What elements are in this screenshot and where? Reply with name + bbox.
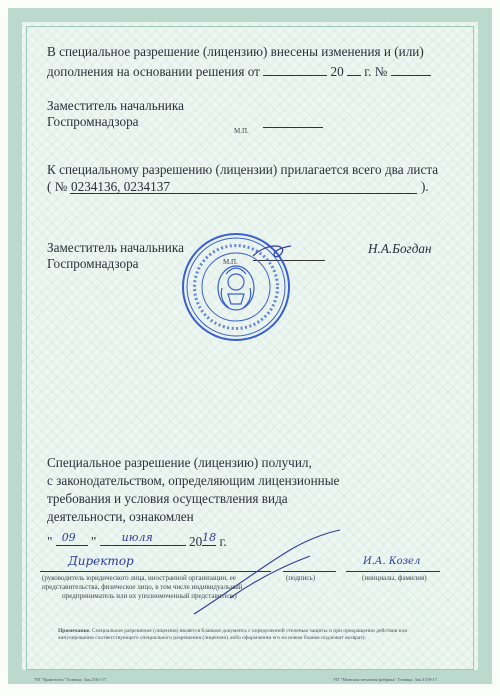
sig1-mp: М.П. [234, 127, 249, 135]
note-label: Примечание. [58, 628, 91, 634]
amend-line-1: В специальное разрешение (лицензию) внесены изменения и (или) [47, 44, 424, 59]
recipient-signature [190, 528, 350, 618]
name-handwritten: И.А. Козел [363, 556, 421, 567]
sig1-title-2: Госпромнадзора [47, 114, 139, 129]
amend-year-prefix: 20 [330, 64, 344, 79]
sig1-line [263, 127, 323, 128]
attach-numbers: 0234136, 0234137 [71, 179, 170, 194]
attach-open: ( № [47, 179, 68, 194]
caption-3: предприниматель или их уполномоченный представитель) [62, 592, 237, 600]
sig2-title-2: Госпромнадзора [47, 256, 139, 271]
official-seal [181, 232, 291, 342]
month-handwritten: июля [121, 531, 153, 544]
amend-line-2 [47, 63, 431, 80]
day-blank [56, 533, 88, 546]
year-handwritten: 18 [202, 531, 217, 544]
number-blank [391, 63, 431, 76]
caption-sign: (подпись) [286, 574, 316, 582]
recv-line-1: Специальное разрешение (лицензию) получил, [47, 455, 312, 470]
caption-2: представительства, физическое лицо, в том числе индивидуальный [42, 583, 243, 591]
caption-1: (руководитель юридического лица, иностранной организации, ее [42, 574, 236, 582]
recv-line-2: с законодательством, определяющим лицензионные [47, 473, 340, 488]
position-handwritten: Директор [68, 554, 134, 568]
quote-close: " [90, 534, 97, 549]
year-blank [347, 63, 361, 76]
note-text: Специальное разрешение (лицензия) является бланком документа с определенной степенью защиты и при прекращении действия или аннулировании соответствующего специального разрешения (лицензии) либо оформлении его на новом бланке подлежит возврату. [58, 628, 408, 641]
sig1-title-1: Заместитель начальника [47, 98, 184, 113]
sig2-mp: М.П. [223, 258, 238, 266]
caption-name: (инициалы, фамилия) [362, 574, 427, 582]
day-handwritten: 09 [61, 531, 76, 544]
footer-left: УП "Криптотех" Гознака. Зак.2561-17. [34, 677, 108, 682]
month-blank [100, 533, 186, 546]
recv-line-4: деятельности, ознакомлен [47, 509, 194, 524]
sig2-name: Н.А.Богдан [368, 241, 432, 256]
attach-line-1: К специальному разрешению (лицензии) прилагается всего два листа [47, 162, 439, 177]
attach-close: ). [421, 179, 429, 194]
attach-line [70, 193, 417, 194]
amend-prefix: дополнения на основании решения от [47, 64, 260, 79]
recv-year-prefix: 20 [188, 534, 203, 549]
recv-year-suffix: г. [219, 534, 227, 549]
note-block [58, 628, 442, 642]
date-blank [263, 63, 327, 76]
amend-year-suffix: г. № [364, 64, 388, 79]
emblem-icon [218, 266, 254, 310]
name-line [346, 571, 440, 572]
footer-right: УП "Минская печатная фабрика" Гознака. Зак.3159-17. [333, 677, 439, 682]
recv-line-3: требования и условия осуществления вида [47, 491, 288, 506]
quote-open: " [47, 534, 53, 549]
sig2-title-1: Заместитель начальника [47, 240, 184, 255]
